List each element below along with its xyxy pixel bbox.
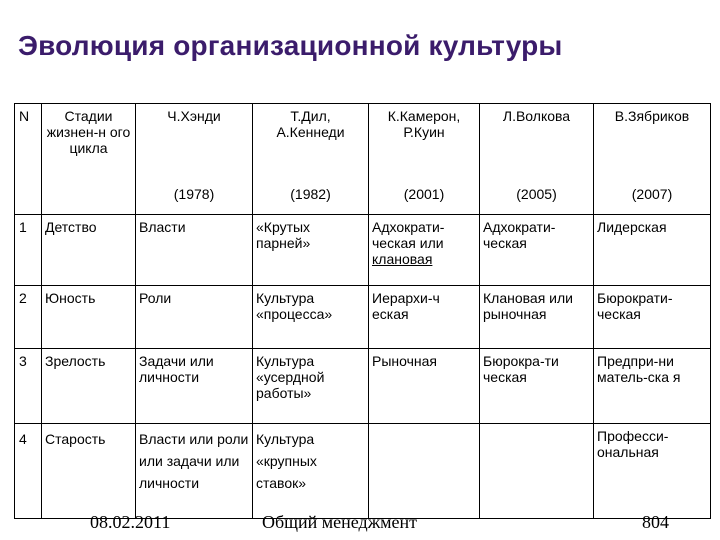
table-cell: Професси-ональная (594, 424, 711, 519)
underlined-text: клановая (372, 251, 433, 267)
table-row (15, 349, 711, 424)
table-cell: Задачи или личности (136, 349, 253, 424)
table-cell: Рыночная (369, 349, 480, 424)
table-cell (369, 215, 480, 286)
stage-cell: Юность (42, 286, 136, 349)
table-cell: Культура «крупных ставок» (253, 424, 369, 519)
table-cell: Адхократи-ческая (480, 215, 594, 286)
header-stage: Стадии жизнен-н ого цикла (42, 104, 136, 215)
table-cell: Бюрократи-ческая (594, 286, 711, 349)
table-row (15, 424, 711, 519)
table-cell: Культура «процесса» (253, 286, 369, 349)
author-name: Ч.Хэнди (167, 108, 221, 124)
author-year: (1982) (290, 186, 331, 202)
author-year: (2007) (631, 186, 673, 202)
table-cell: Роли (136, 286, 253, 349)
table-cell: «Крутых парней» (253, 215, 369, 286)
row-number: 4 (15, 424, 42, 519)
author-name: В.Зябриков (614, 108, 690, 124)
header-author (253, 104, 369, 215)
header-author (594, 104, 711, 215)
author-name: Л.Волкова (502, 108, 571, 124)
table-cell: Культура «усердной работы» (253, 349, 369, 424)
stage-cell: Старость (42, 424, 136, 519)
stage-cell: Зрелость (42, 349, 136, 424)
table-cell (369, 424, 480, 519)
author-year: (1978) (173, 186, 215, 202)
slide-title: Эволюция организационной культуры (18, 30, 563, 61)
table-row (15, 286, 711, 349)
table-cell: Клановая или рыночная (480, 286, 594, 349)
row-number: 1 (15, 215, 42, 286)
table-cell: Лидерская (594, 215, 711, 286)
header-author (480, 104, 594, 215)
header-num: N (15, 104, 42, 215)
table-row (15, 215, 711, 286)
footer-course-name: Общий менеджмент (262, 512, 418, 532)
table-cell: Иерархи-ч еская (369, 286, 480, 349)
table-cell: Власти (136, 215, 253, 286)
table-header-row (15, 104, 711, 215)
row-number: 2 (15, 286, 42, 349)
cell-text: Адхократи-ческая или (372, 219, 445, 251)
author-name: Т.Дил, А.Кеннеди (276, 108, 345, 140)
row-number: 3 (15, 349, 42, 424)
stage-cell: Детство (42, 215, 136, 286)
culture-evolution-table (14, 103, 711, 519)
footer-page-number: 804 (642, 512, 669, 532)
author-year: (2001) (403, 186, 445, 202)
header-author (136, 104, 253, 215)
table-cell: Бюрокра-ти ческая (480, 349, 594, 424)
footer-date: 08.02.2011 (90, 512, 171, 532)
table-cell: Предпри-ни матель-ска я (594, 349, 711, 424)
header-author (369, 104, 480, 215)
table-cell: Власти или роли или задачи или личности (136, 424, 253, 519)
table-cell (480, 424, 594, 519)
author-year: (2005) (516, 186, 557, 202)
author-name: К.Камерон, Р.Куин (387, 108, 461, 140)
